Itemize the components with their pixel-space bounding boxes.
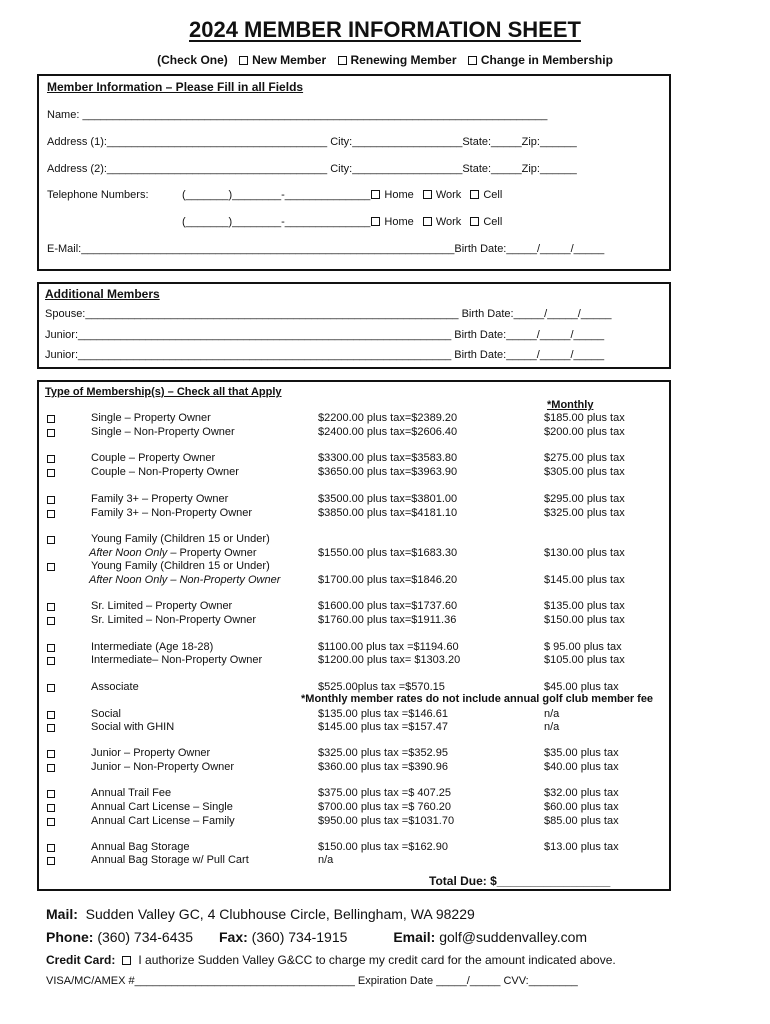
annual-price: $3500.00 plus tax=$3801.00 [318,493,458,505]
membership-label: Sr. Limited – Non-Property Owner [91,614,257,626]
membership-label: Associate [91,681,139,693]
membership-label: Annual Trail Fee [91,787,172,799]
membership-label: Family 3+ – Property Owner [91,493,229,505]
checkbox-icon[interactable] [47,563,55,571]
monthly-header: *Monthly [547,399,594,411]
mail-address: Sudden Valley GC, 4 Clubhouse Circle, Bellingham, WA 98229 [85,906,475,922]
change-membership-option[interactable]: Change in Membership [468,53,613,67]
annual-price: $2200.00 plus tax=$2389.20 [318,412,458,424]
checkbox-icon[interactable] [47,429,55,437]
monthly-price: $325.00 plus tax [544,507,625,519]
monthly-price: $35.00 plus tax [544,747,619,759]
annual-price: $3650.00 plus tax=$3963.90 [318,466,458,478]
phone-label: Telephone Numbers: [47,189,149,201]
checkbox-icon[interactable] [47,857,55,865]
membership-row [39,560,669,574]
checkbox-icon[interactable] [470,217,479,226]
additional-members-section [37,282,671,369]
membership-label: Sr. Limited – Property Owner [91,600,233,612]
annual-price: $325.00 plus tax =$352.95 [318,747,448,759]
checkbox-icon[interactable] [470,190,479,199]
checkbox-icon[interactable] [47,496,55,504]
annual-price: $1200.00 plus tax= $1303.20 [318,654,461,666]
checkbox-icon[interactable] [47,804,55,812]
fax-label: Fax: [218,929,248,945]
membership-label: Annual Cart License – Single [91,801,233,813]
checkbox-icon[interactable] [47,536,55,544]
phone-field[interactable]: (_______)________-______________ [182,216,371,228]
monthly-price: $32.00 plus tax [544,787,619,799]
annual-price: $145.00 plus tax =$157.47 [318,721,448,733]
membership-row [39,708,669,722]
checkbox-icon[interactable] [239,56,248,65]
checkbox-icon[interactable] [47,844,55,852]
checkbox-icon[interactable] [47,455,55,463]
membership-label: Young Family (Children 15 or Under) [91,560,270,572]
contact-line [46,929,587,945]
checkbox-icon[interactable] [47,790,55,798]
membership-row [39,747,669,761]
member-info-header: Member Information – Please Fill in all Fields [47,80,304,94]
checkbox-icon[interactable] [47,764,55,772]
checkbox-icon[interactable] [468,56,477,65]
membership-row [39,493,669,507]
monthly-price: $13.00 plus tax [544,841,619,853]
membership-label: Family 3+ – Non-Property Owner [91,507,253,519]
junior-field[interactable]: Junior:_____________________________________________________________ Birth Date:_____/_____/_____ [45,349,605,361]
junior-field[interactable]: Junior:_____________________________________________________________ Birth Date:_____/_____/_____ [45,329,605,341]
monthly-note: *Monthly member rates do not include annual golf club member fee [301,693,654,705]
annual-price: $360.00 plus tax =$390.96 [318,761,448,773]
checkbox-icon[interactable] [371,217,380,226]
membership-label: After Noon Only – Property Owner [89,547,257,559]
membership-row [39,452,669,466]
annual-price: $135.00 plus tax =$146.61 [318,708,448,720]
monthly-price: $105.00 plus tax [544,654,625,666]
checkbox-icon[interactable] [423,217,432,226]
membership-row [39,547,669,561]
membership-label: Junior – Property Owner [91,747,211,759]
checkbox-icon[interactable] [47,684,55,692]
membership-row [39,761,669,775]
fax-number: (360) 734-1915 [251,929,348,945]
monthly-price: $135.00 plus tax [544,600,625,612]
credit-card-label: Credit Card: [46,953,116,967]
spouse-field[interactable]: Spouse:_____________________________________________________________ Birth Date:_____/_____/_____ [45,308,612,320]
membership-label: Junior – Non-Property Owner [91,761,235,773]
membership-row [39,641,669,655]
annual-price: $150.00 plus tax =$162.90 [318,841,448,853]
monthly-price: $40.00 plus tax [544,761,619,773]
membership-row [39,574,669,588]
credit-card-line [46,953,616,967]
annual-price: $3850.00 plus tax=$4181.10 [318,507,458,519]
membership-row [39,815,669,829]
checkbox-icon[interactable] [47,750,55,758]
checkbox-icon[interactable] [47,469,55,477]
address1-field[interactable]: Address (1):____________________________________ City:__________________State:_____Zip:______ [47,136,577,148]
monthly-price: n/a [544,708,560,720]
renewing-member-option[interactable]: Renewing Member [338,53,457,67]
checkbox-icon[interactable] [47,510,55,518]
membership-label: Single – Non-Property Owner [91,426,235,438]
monthly-price: $ 95.00 plus tax [544,641,622,653]
membership-types-header: Type of Membership(s) – Check all that Apply [45,386,282,398]
email-address[interactable]: golf@suddenvalley.com [439,929,588,945]
member-info-section [37,74,671,271]
membership-row [39,412,669,426]
membership-label: Annual Bag Storage [91,841,190,853]
phone-row-1[interactable]: (_______)________-______________ Home Work Cell [182,189,503,201]
membership-label: Annual Cart License – Family [91,815,235,827]
monthly-price: $200.00 plus tax [544,426,625,438]
membership-label: Intermediate (Age 18-28) [91,641,214,653]
checkbox-icon[interactable] [47,657,55,665]
phone-field[interactable]: (_______)________-______________ [182,189,371,201]
email-field[interactable]: E-Mail:_____________________________________________________________Birth Date:_____/_____/_____ [47,243,605,255]
membership-label: Social [91,708,121,720]
checkbox-icon[interactable] [47,724,55,732]
checkbox-icon[interactable] [47,603,55,611]
new-member-option[interactable]: New Member [239,53,326,67]
checkbox-icon[interactable] [338,56,347,65]
membership-row [39,654,669,668]
membership-row [39,600,669,614]
membership-label: Social with GHIN [91,721,175,733]
membership-row [39,721,669,735]
monthly-price: $85.00 plus tax [544,815,619,827]
monthly-price: $275.00 plus tax [544,452,625,464]
annual-price: $700.00 plus tax =$ 760.20 [318,801,452,813]
annual-price: $950.00 plus tax =$1031.70 [318,815,455,827]
monthly-price: n/a [544,721,560,733]
membership-row [39,801,669,815]
checkbox-icon[interactable] [47,415,55,423]
membership-label: Intermediate– Non-Property Owner [91,654,263,666]
annual-price: $1700.00 plus tax=$1846.20 [318,574,458,586]
phone-row-2[interactable]: (_______)________-______________ Home Work Cell [182,216,503,228]
annual-price: $375.00 plus tax =$ 407.25 [318,787,452,799]
monthly-price: $150.00 plus tax [544,614,625,626]
mail-line [46,906,475,922]
address2-field[interactable]: Address (2):____________________________________ City:__________________State:_____Zip:______ [47,163,577,175]
annual-price: $1760.00 plus tax=$1911.36 [318,614,457,626]
checkbox-icon[interactable] [47,644,55,652]
checkbox-icon[interactable] [371,190,380,199]
annual-price: $1600.00 plus tax=$1737.60 [318,600,458,612]
checkbox-icon[interactable] [47,818,55,826]
monthly-price: $145.00 plus tax [544,574,625,586]
membership-label: Couple – Property Owner [91,452,216,464]
monthly-price: $305.00 plus tax [544,466,625,478]
credit-card-authorization: I authorize Sudden Valley G&CC to charge my credit card for the amount indicated above. [138,953,616,967]
annual-price: $3300.00 plus tax=$3583.80 [318,452,458,464]
additional-members-header: Additional Members [45,287,160,301]
membership-row [39,854,669,868]
annual-price: $525.00plus tax =$570.15 [318,681,445,693]
membership-label: Annual Bag Storage w/ Pull Cart [91,854,249,866]
membership-row [39,426,669,440]
monthly-price: $130.00 plus tax [544,547,625,559]
name-field[interactable]: Name: ____________________________________________________________________________ [47,109,548,121]
membership-label: Couple – Non-Property Owner [91,466,239,478]
total-due-field[interactable]: Total Due: $_________________ [429,874,611,888]
membership-row [39,507,669,521]
membership-label: After Noon Only – Non-Property Owner [89,574,281,586]
membership-row [39,841,669,855]
monthly-price: $185.00 plus tax [544,412,625,424]
checkbox-icon[interactable] [423,190,432,199]
check-one-label: (Check One) [157,53,228,67]
membership-row [39,466,669,480]
page-title: 2024 MEMBER INFORMATION SHEET [189,17,581,42]
annual-price: $1550.00 plus tax=$1683.30 [318,547,458,559]
annual-price: $2400.00 plus tax=$2606.40 [318,426,458,438]
membership-label: Single – Property Owner [91,412,211,424]
checkbox-icon[interactable] [47,711,55,719]
membership-row [39,614,669,628]
annual-price: n/a [318,854,334,866]
membership-row [39,533,669,547]
card-number-field[interactable]: VISA/MC/AMEX #____________________________________ Expiration Date _____/_____ CVV:________ [46,975,578,987]
mail-label: Mail: [46,906,78,922]
checkbox-icon[interactable] [122,956,131,965]
monthly-price: $45.00 plus tax [544,681,619,693]
membership-status-row [0,53,770,67]
membership-types-section [37,380,671,891]
phone-label: Phone: [46,929,94,945]
monthly-price: $295.00 plus tax [544,493,625,505]
monthly-price: $60.00 plus tax [544,801,619,813]
checkbox-icon[interactable] [47,617,55,625]
email-label: Email: [393,929,436,945]
phone-number: (360) 734-6435 [97,929,194,945]
membership-row [39,787,669,801]
annual-price: $1100.00 plus tax =$1194.60 [318,641,459,653]
membership-label: Young Family (Children 15 or Under) [91,533,270,545]
